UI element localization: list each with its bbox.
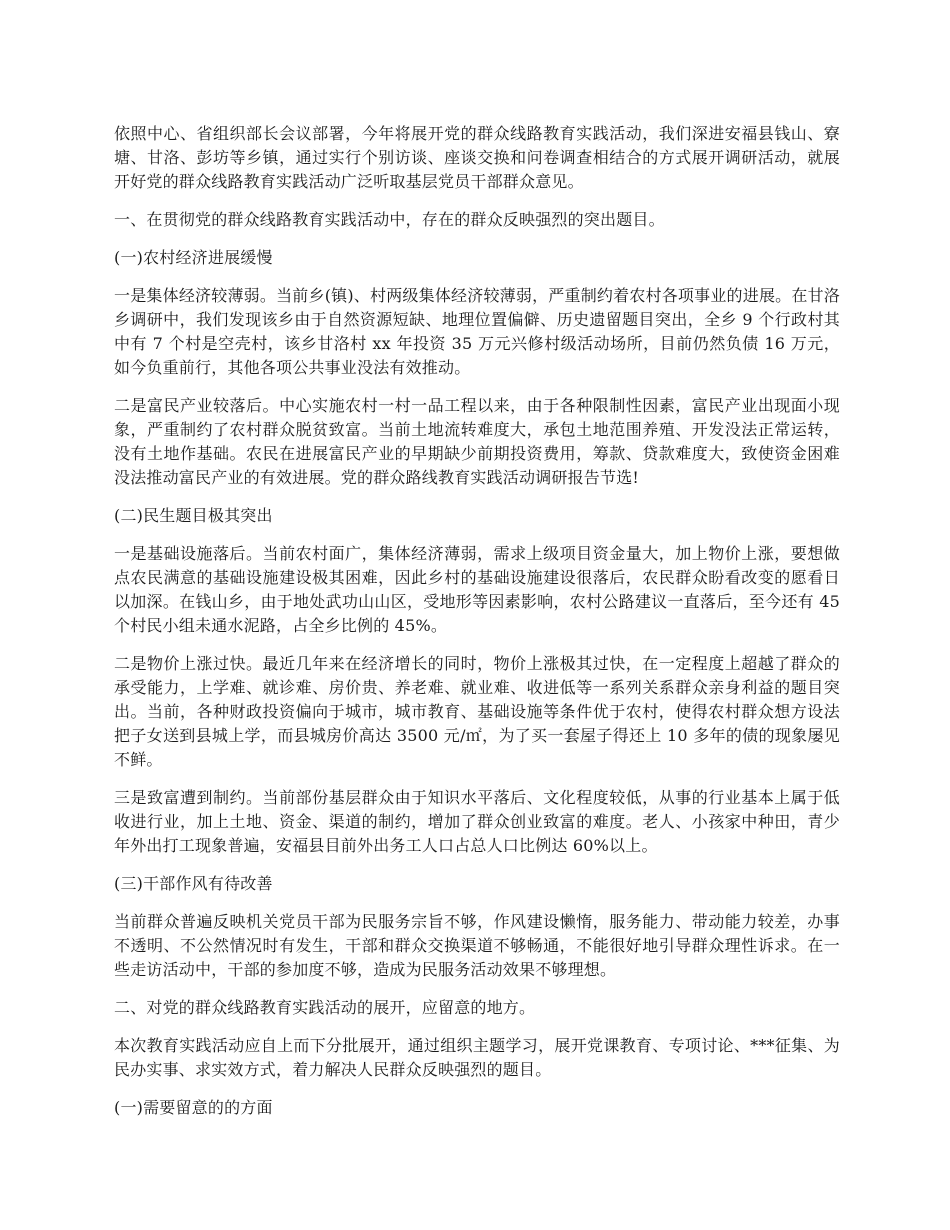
intro-paragraph: 依照中心、省组织部长会议部署，今年将展开党的群众线路教育实践活动，我们深进安福县钱山、寮塘、甘洛、彭坊等乡镇，通过实行个别访谈、座谈交换和问卷调查相结合的方式展开调研活动，就展开好党的群众线路教育实践活动广泛听取基层党员干部群众意见。 [114, 124, 840, 191]
paragraph-cadre-style: 当前群众普遍反映机关党员干部为民服务宗旨不够，作风建设懒惰，服务能力、带动能力较差，办事不透明、不公然情况时有发生，干部和群众交换渠道不够畅通，不能很好地引导群众理性诉求。在一些走访活动中，干部的参加度不够，造成为民服务活动效果不够理想。 [114, 912, 840, 979]
document-body [114, 122, 840, 1134]
paragraph-collective-economy: 一是集体经济较薄弱。当前乡(镇)、村两级集体经济较薄弱，严重制约着农村各项事业的进展。在甘洛乡调研中，我们发现该乡由于自然资源短缺、地理位置偏僻、历史遗留题目突出，全乡 9 个行政村其中有 7 个村是空壳村，该乡甘洛村 xx 年投资 35 万元兴修村级活动场所，目前仍然负债 16 万元，如今负重前行，其他各项公共事业没法有效推动。 [114, 286, 840, 377]
paragraph-industry: 二是富民产业较落后。中心实施农村一村一品工程以来，由于各种限制性因素，富民产业出现面小现象，严重制约了农村群众脱贫致富。当前土地流转难度大，承包土地范围养殖、开发没法正常运转，没有土地作基础。农民在进展富民产业的早期缺少前期投资费用，筹款、贷款难度大，致使资金困难没法推动富民产业的有效进展。党的群众路线教育实践活动调研报告节选! [114, 396, 840, 487]
paragraph-activity-plan: 本次教育实践活动应自上而下分批展开，通过组织主题学习，展开党课教育、专项讨论、***征集、为民办实事、求实效方式，着力解决人民群众反映强烈的题目。 [114, 1036, 840, 1079]
subsection-heading-3: (三)干部作风有待改善 [114, 874, 273, 893]
subsection-heading-1: (一)农村经济进展缓慢 [114, 248, 273, 267]
subsection-heading-2: (二)民生题目极其突出 [114, 506, 273, 525]
section-heading-1: 一、在贯彻党的群众线路教育实践活动中，存在的群众反映强烈的突出题目。 [114, 210, 665, 229]
section-heading-2: 二、对党的群众线路教育实践活动的展开，应留意的地方。 [114, 998, 536, 1017]
paragraph-wealth: 三是致富遭到制约。当前部份基层群众由于知识水平落后、文化程度较低，从事的行业基本上属于低收进行业，加上土地、资金、渠道的制约，增加了群众创业致富的难度。老人、小孩家中种田，青少年外出打工现象普遍，安福县目前外出务工人口占总人口比例达 60%以上。 [114, 788, 840, 855]
paragraph-prices: 二是物价上涨过快。最近几年来在经济增长的同时，物价上涨极其过快，在一定程度上超越了群众的承受能力，上学难、就诊难、房价贵、养老难、就业难、收进低等一系列关系群众亲身利益的题目突出。当前，各种财政投资偏向于城市，城市教育、基础设施等条件优于农村，使得农村群众想方设法把子女送到县城上学，而县城房价高达 3500 元/㎡，为了买一套屋子得还上 10 多年的债的现象屡见不鲜。 [114, 654, 840, 769]
subsection-heading-4: (一)需要留意的的方面 [114, 1098, 273, 1117]
paragraph-infrastructure: 一是基础设施落后。当前农村面广，集体经济薄弱，需求上级项目资金量大，加上物价上涨，要想做点农民满意的基础设施建设极其困难，因此乡村的基础设施建设很落后，农民群众盼看改变的愿看日以加深。在钱山乡，由于地处武功山山区，受地形等因素影响，农村公路建议一直落后，至今还有 45 个村民小组未通水泥路，占全乡比例的 45%。 [114, 544, 840, 635]
